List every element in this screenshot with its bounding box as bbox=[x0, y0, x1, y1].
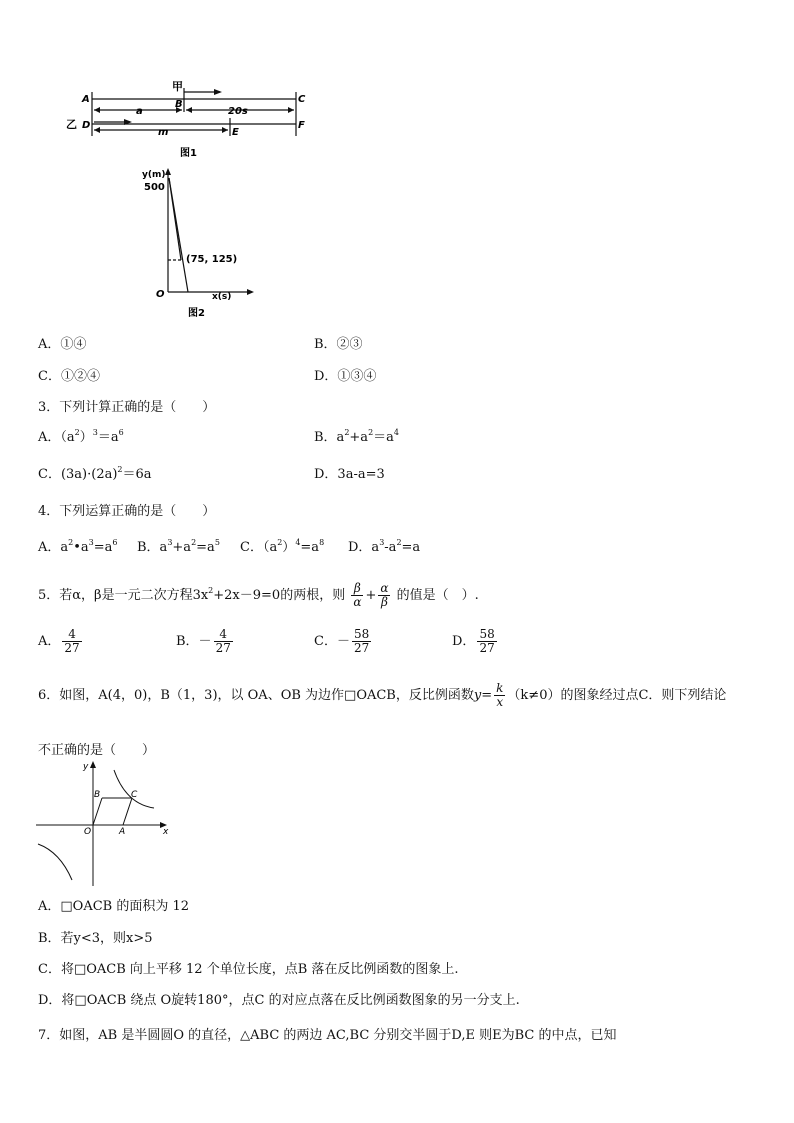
q4-stem: 4．下列运算正确的是（ ） bbox=[38, 504, 216, 519]
q5-stem: 5．若α，β是一元二次方程$3x^2+2x-9=0$的两根，则 $\frac{\beta}{\alpha}$ + $\frac{\alpha}{\beta}$ 的值是（ ）. bbox=[38, 581, 479, 609]
q3-option-a: A．$(a^2)^3=a^6$ bbox=[38, 428, 124, 445]
fig2-caption: 图2 bbox=[188, 308, 205, 319]
graph6-x: x bbox=[163, 827, 169, 837]
figure-1 bbox=[60, 78, 320, 160]
fig1-caption: 图1 bbox=[180, 148, 197, 159]
graph6-c: C bbox=[131, 790, 138, 800]
q2-option-b: B．②③ bbox=[314, 337, 363, 352]
q5-option-a: A． $\frac{4}{27}$ bbox=[38, 627, 80, 655]
fig1-label-jia: 甲 bbox=[172, 80, 183, 93]
q5-option-c: C．－ $\frac{58}{27}$ bbox=[314, 627, 370, 655]
q3-option-c: C．$(3a)\cdot(2a)^2=6a$ bbox=[38, 465, 152, 482]
fig1-label-E: E bbox=[232, 127, 239, 138]
fig1-label-C: C bbox=[298, 94, 306, 105]
fig1-label-20s: 20s bbox=[228, 106, 248, 117]
fig2-xlabel: x(s) bbox=[212, 292, 232, 302]
q7-stem: 7．如图，AB 是半圆圆O 的直径，△ABC 的两边 AC,BC 分别交半圆于D,E 则E为BC 的中点，已知 bbox=[38, 1028, 617, 1043]
graph6-a: A bbox=[119, 827, 126, 837]
q6-graph bbox=[36, 760, 174, 886]
graph6-o: O bbox=[84, 827, 92, 837]
fig2-origin: O bbox=[156, 289, 165, 300]
q6-option-c: C．将□OACB 向上平移 12 个单位长度，点B 落在反比例函数的图象上. bbox=[38, 962, 459, 977]
graph6-y: y bbox=[83, 762, 89, 772]
graph6-b: B bbox=[94, 790, 101, 800]
fig1-label-yi: 乙 bbox=[66, 118, 77, 131]
q4-option-c: C．$(a^2)^4=a^8$ bbox=[240, 538, 325, 555]
q3-option-b: B．$a^2+a^2=a^4$ bbox=[314, 428, 400, 445]
figure-2 bbox=[140, 166, 260, 320]
q6-option-b: B．若y<3，则x>5 bbox=[38, 931, 153, 946]
fig1-label-m: m bbox=[158, 127, 169, 138]
q4-option-d: D．$a^3-a^2=a$ bbox=[348, 538, 421, 555]
q5-option-d: D． $\frac{58}{27}$ bbox=[452, 627, 495, 655]
q2-option-c: C．①②④ bbox=[38, 369, 100, 384]
fig2-point: (75, 125) bbox=[186, 254, 238, 265]
fig1-label-F: F bbox=[298, 120, 305, 131]
q6-stem-line1: 6．如图，A(4，0)，B（1，3)，以 OA、OB 为边作□OACB，反比例函数y= $\frac{k}{x}$ （k≠0）的图象经过点C．则下列结论 bbox=[38, 681, 727, 709]
q4-option-a: A．$a^2•a^3=a^6$ bbox=[38, 538, 118, 555]
q6-stem-line2: 不正确的是（ ） bbox=[38, 743, 156, 758]
fig1-label-B: B bbox=[175, 99, 183, 110]
q5-option-b: B．－ $\frac{4}{27}$ bbox=[176, 627, 231, 655]
q2-option-d: D．①③④ bbox=[314, 369, 377, 384]
q4-option-b: B．$a^3+a^2=a^5$ bbox=[137, 538, 220, 555]
fig1-label-a: a bbox=[136, 106, 143, 117]
q6-option-a: A．□OACB 的面积为 12 bbox=[38, 899, 190, 914]
q3-stem: 3．下列计算正确的是（ ） bbox=[38, 400, 216, 415]
q3-option-d: D．3a-a=3 bbox=[314, 467, 385, 482]
fig2-y500: 500 bbox=[144, 182, 165, 193]
fig1-label-D: D bbox=[82, 120, 91, 131]
fig2-ylabel: y(m) bbox=[142, 170, 166, 180]
fig1-label-A: A bbox=[82, 94, 90, 105]
q2-option-a: A．①④ bbox=[38, 337, 87, 352]
q6-option-d: D．将□OACB 绕点 O旋转180°，点C 的对应点落在反比例函数图象的另一分支上. bbox=[38, 993, 520, 1008]
